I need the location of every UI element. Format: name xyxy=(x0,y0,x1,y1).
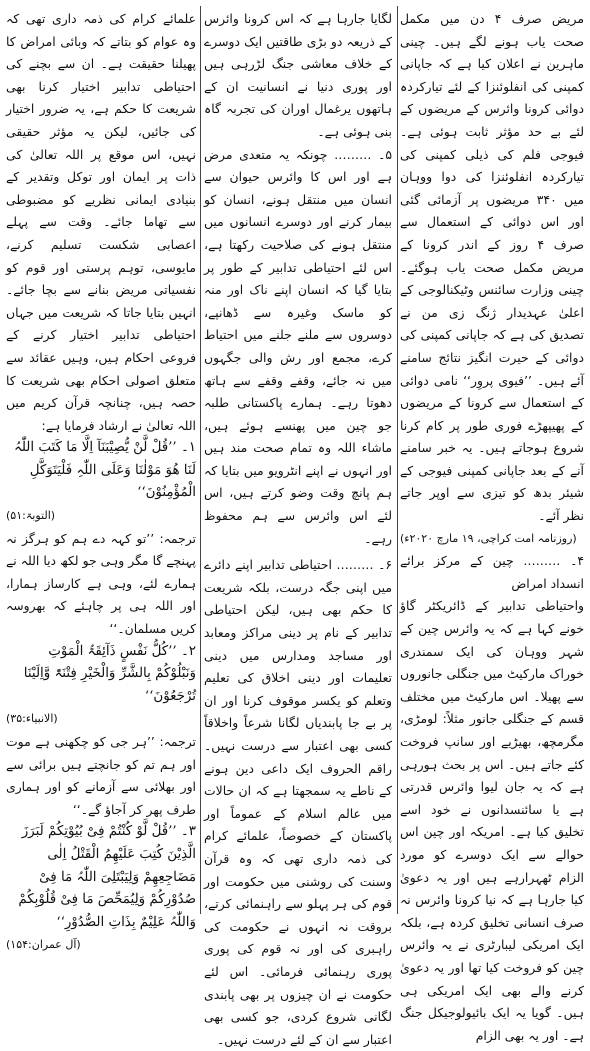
paragraph: ۵۔ ……… چونکہ یہ متعدی مرض ہے اور اس کا وائرس حیوان سے انسان میں منتقل ہونے، انسان کو بیمار کرنے اور دوسرے انسانوں میں منتقل ہونے کی صلاحیت رکھتا ہے، اس لئے احتیاطی تدابیر کے طور پر بتایا گیا کہ انسان اپنے ناک اور منہ کو ماسک وغیرہ سے ڈھانپے، دوسروں سے ملنے جلنے میں احتیاط کرے، مجمع اور رش والی جگہوں میں نہ جائے، وقفے وقفے سے ہاتھ دھوتا رہے۔ ہمارے پاکستانی طلبہ جو چین میں پھنسے ہوئے ہیں، ماشاء اللہ وہ تمام صحت مند ہیں اور انہوں نے اپنے انٹرویو میں بتایا کہ ہم پانچ وقت وضو کرتے ہیں، اس لئے اس وائرس سے ہم محفوظ رہے۔ xyxy=(204,146,392,546)
column-right xyxy=(400,8,584,1043)
paragraph: لگایا جارہا ہے کہ اس کرونا وائرس کے ذریعہ دو بڑی طاقتیں ایک دوسرے کے خلاف معاشی جنگ لڑرہی ہیں اور پوری دنیا نے انسانیت ان کے ہاتھوں یرغمال اوران کی تجربہ گاہ بنی ہوئی ہے۔ xyxy=(204,11,392,139)
paragraph: علمائے کرام کی ذمہ داری تھی کہ وہ عوام کو بتاتے کہ وبائی امراض کا پھیلنا حقیقت ہے۔ ان سے بچنے کی احتیاطی تدابیر اختیار کرنا بھی شریعت کا حکم ہے، یہ ضرور اختیار کی جائیں، لیکن یہ مؤثر حقیقی نہیں، اس موقع پر اللہ تعالیٰ کی ذات پر ایمان اور توکل وتقدیر کے بنیادی ایمانی نظریے کو مضبوطی سے تھاما جائے۔ وقت سے پہلے اعصابی شکست تسلیم کرنے، مایوسی، توہم پرستی اور قوم کو نفسیاتی مریض بنانے سے بچا جائے۔ انہیں بتایا جاتا کہ شریعت میں جہاں احتیاطی تدابیر اختیار کرنے کے فروعی احکام ہیں، وہیں عقائد سے متعلق اصولی احکام بھی شریعت کا حصہ ہیں، چنانچہ قرآن کریم میں اللہ تعالیٰ نے ارشاد فرمایا ہے: xyxy=(6,11,196,433)
quran-verse: ۱۔ ’’قُلْ لَّنْ یُّصِیْبَنَآ اِلَّا مَا کَتَبَ اللّٰہُ لَنَا ھُوَ مَوْلٰنَا وَعَلَی اللّٰہِ فَلْیَتَوَکَّلِ الْمُؤْمِنُوْنَ‘‘ xyxy=(14,440,196,501)
paragraph: ۶۔ ……… احتیاطی تدابیر اپنے دائرے میں اپنی جگہ درست، بلکہ شریعت کا حکم بھی ہیں، لیکن احتیاطی تدابیر کے نام پر دینی مراکز ومعابد اور مساجد ومدارس میں دینی تعلیمات اور دینی اخلاق کی تعلیم وتعلم کو یکسر موقوف کرنا اور ان پر بے جا پابندیاں لگانا شرعاً واخلاقاً کسی بھی اعتبار سے درست نہیں۔ راقم الحروف ایک داعی دین ہونے کے ناطے یہ سمجھتا ہے کہ ان حالات میں عالم اسلام کے عموماً اور پاکستان کے خصوصاً، علمائے کرام کی ذمہ داری تھی کہ وہ قرآن وسنت کی روشنی میں حکومت اور قوم کی ہر پہلو سے راہنمائی کرتے، بروقت نہ انہوں نے حکومت کی راہبری کی اور نہ قوم کی پوری پوری رہنمائی فرمائی۔ اس لئے حکومت نے ان چیزوں پر بھی پابندی لگانی شروع کردی، جو کسی بھی اعتبار سے ان کے لئے درست نہیں۔ xyxy=(204,557,392,1047)
paragraph: مریض صرف ۴ دن میں مکمل صحت یاب ہونے لگے ہیں۔ چینی ماہرین نے اعلان کیا ہے کہ جاپانی کمپنی کی انفلوئنزا کے لئے تیارکردہ دوائی کرونا وائرس کے مریضوں کے لئے بے حد مؤثر ثابت ہوئی ہے۔ فیوجی فلم کی ذیلی کمپنی کی تیارکردہ انفلوئنزا کی دوا ووہان میں ۳۴۰ مریضوں پر آزمائی گئی اور اس دوائی کے استعمال سے صرف ۴ روز کے اندر کرونا کے مریض مکمل صحت یاب ہوگئے۔ چینی وزارت سائنس وٹیکنالوجی کے اعلیٰ عہدیدار ژنگ زی من نے تصدیق کی ہے کہ جاپانی کمپنی کی دوائی کے حیرت انگیز نتائج سامنے آئے ہیں۔ ’’فیوی پروِر‘‘ نامی دوائی کے استعمال سے کرونا کے مریضوں کے پھیپھڑے فوری طور پر کام کرنا شروع ہوجاتے ہیں۔ یہ خبر سامنے آنے کے بعد جاپانی کمپنی فیوجی کے شیئر بدھ کو تیزی سے اوپر جاتے نظر آئے۔ xyxy=(400,11,584,524)
quran-verse: ۳۔ ’’قُلْ لَّوْ کُنْتُمْ فِیْ بُیُوْتِکُمْ لَبَرَزَ الَّذِیْنَ کُتِبَ عَلَیْھِمُ الْقَتْلُ اِلٰی مَضَاجِعِھِمْ وَلِیَبْتَلِیَ اللّٰہُ مَا فِیْ صُدُوْرِکُمْ وَلِیُمَحِّصَ مَا فِیْ قُلُوْبِکُمْ وَاللّٰہُ عَلِیْمٌ بِذَاتِ الصُّدُوْرِ‘‘ xyxy=(18,824,196,930)
column-divider-left xyxy=(200,6,201,914)
verse-citation: (التوبۃ:۵۱) xyxy=(6,509,56,523)
verse-translation: ترجمہ: ’’ہر جی کو چکھنی ہے موت اور ہم تم کو جانچتے ہیں برائی سے اور بھلائی سے آزمانے کو اور ہماری طرف پھر کر آجاؤ گے۔‘‘ xyxy=(6,734,196,817)
verse-citation: (آل عمران:۱۵۴) xyxy=(6,938,81,952)
verse-citation: (الانبیاء:۳۵) xyxy=(6,712,58,726)
column-middle xyxy=(204,8,392,1047)
column-divider-right xyxy=(397,6,398,914)
section-heading: ۴۔ ……… چین کے مرکز برائے انسداد امراض xyxy=(400,553,584,591)
verse-translation: ترجمہ: ’’تو کہہ دے ہم کو ہرگز نہ پہنچے گا مگر وہی جو لکھ دیا اللہ نے ہمارے لئے، وہی ہے کارساز ہمارا، اور اللہ ہی پر چاہئے کہ بھروسہ کریں مسلمان۔‘‘ xyxy=(6,530,196,637)
paragraph: واحتیاطی تدابیر کے ڈائریکٹر گاؤ خونے کہا ہے کہ یہ وائرس چین کے شہر ووہان کی ایک سمندری خوراک مارکیٹ میں جنگلی جانوروں سے پھیلا۔ اس مارکیٹ میں مختلف قسم کے جنگلی جانور مثلاً: لومڑی، مگرمچھ، بھیڑیے اور سانپ فروخت کئے جاتے ہیں۔ اس پر بحث ہورہی ہے کہ یہ جان لیوا وائرس قدرتی ہے یا سائنسدانوں نے خود اسے تخلیق کیا ہے۔ امریکہ اور چین اس حوالے سے ایک دوسرے کو مورد الزام ٹھہرارہے ہیں اور یہ دعویٰ کیا جارہا ہے کہ نیا کرونا وائرس نہ صرف انسانی تخلیق کردہ ہے، بلکہ ایک امریکی لیبارٹری نے یہ وائرس چین کو فروخت کیا تھا اور یہ دعویٰ کرنے والے بھی ایک امریکی ہی ہیں۔ گویا یہ ایک بائیولوجیکل جنگ ہے۔ اور یہ بھی الزام xyxy=(400,598,584,1043)
quran-verse: ۲۔ ’’کُلُّ نَفْسٍ ذَآئِقَۃُ الْمَوْتِ وَنَبْلُوْکُمْ بِالشَّرِّ وَالْخَیْرِ فِتْنَۃً وَّاِلَیْنَا تُرْجَعُوْنَ‘‘ xyxy=(23,643,196,704)
newspaper-citation: (روزنامہ امت کراچی، ۱۹ مارچ ۲۰۲۰ء) xyxy=(400,531,577,545)
column-left xyxy=(6,8,196,952)
